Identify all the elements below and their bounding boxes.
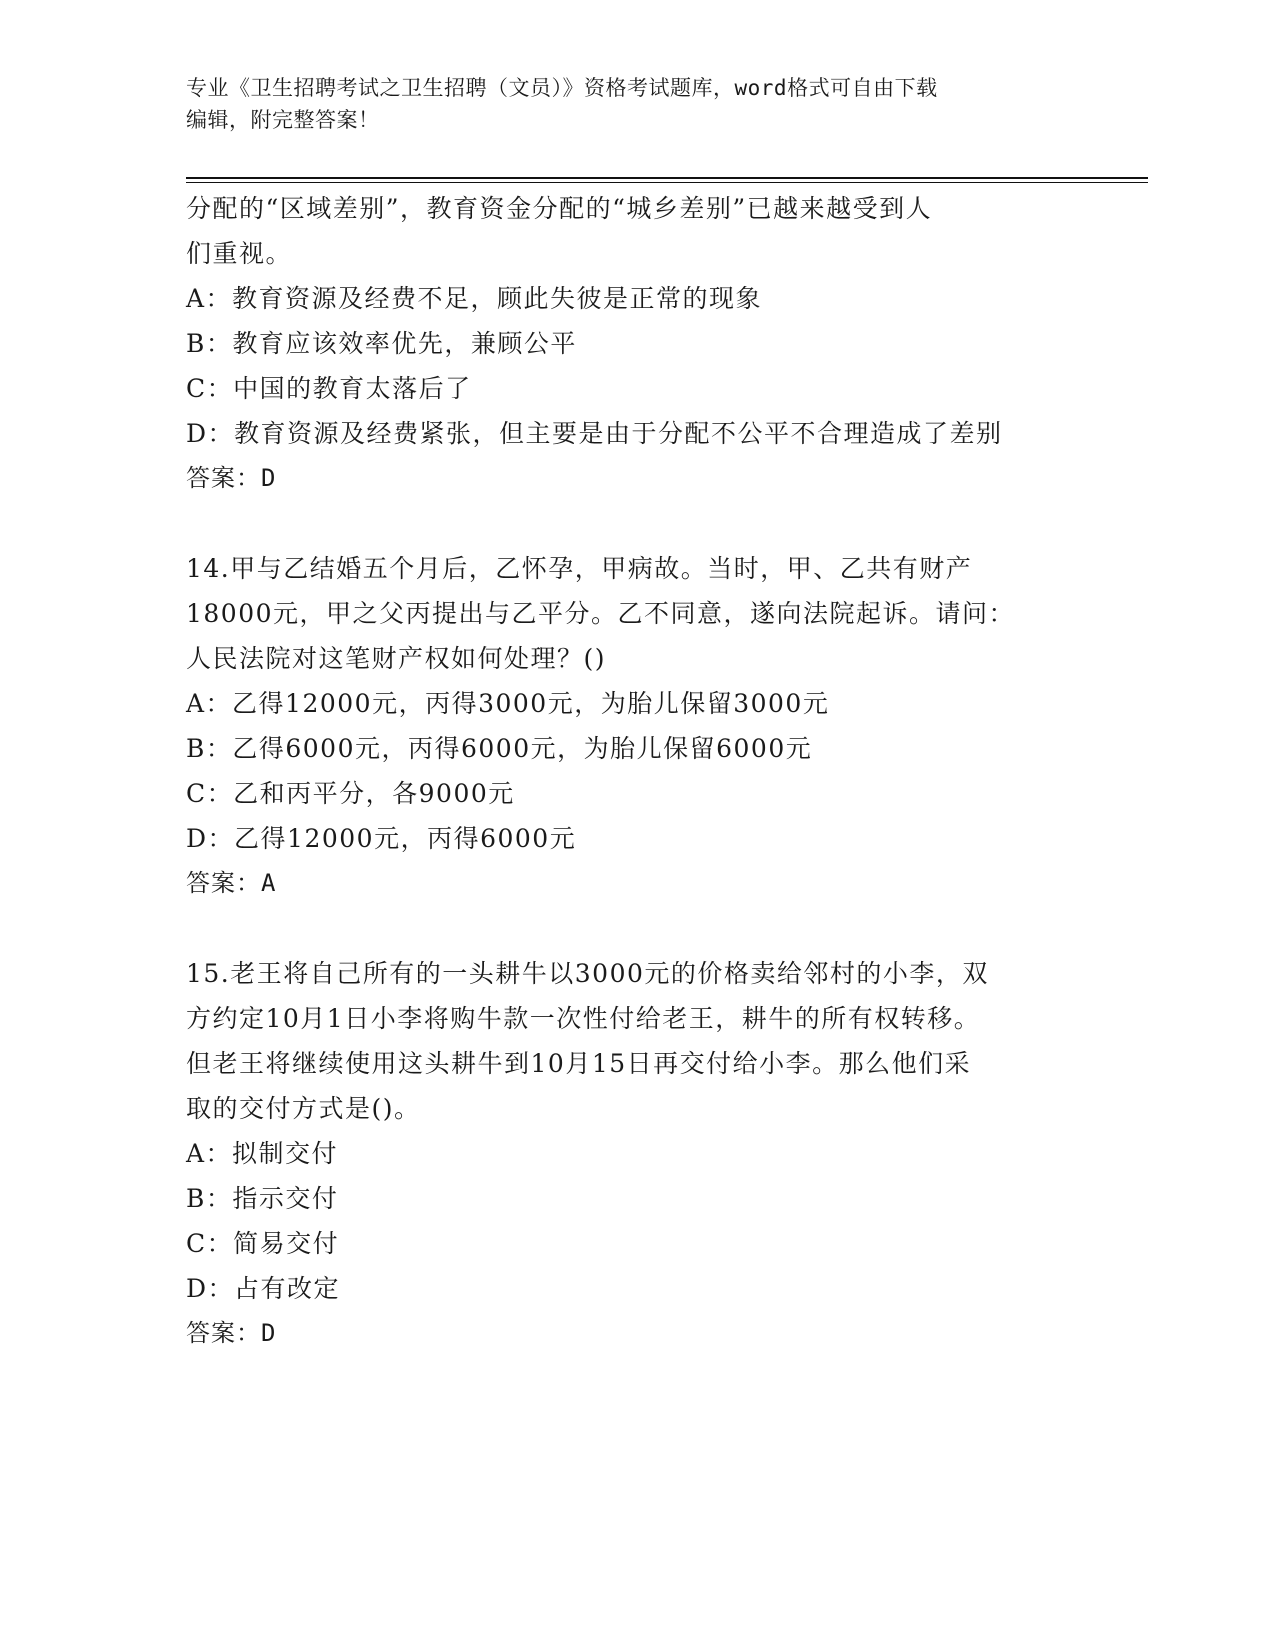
header-divider-thick [186, 177, 1148, 179]
question-stem-line: 分配的“区域差别”，教育资金分配的“城乡差别”已越来越受到人 [186, 194, 933, 223]
option-d: D：占有改定 [186, 1274, 341, 1303]
question-stem-line: 14.甲与乙结婚五个月后，乙怀孕，甲病故。当时，甲、乙共有财产 [186, 554, 973, 583]
option-b: B：教育应该效率优先，兼顾公平 [186, 329, 577, 358]
option-c: C：中国的教育太落后了 [186, 374, 472, 403]
question-stem-line: 但老王将继续使用这头耕牛到10月15日再交付给小李。那么他们采 [186, 1049, 972, 1078]
option-c: C：简易交付 [186, 1229, 340, 1258]
option-a: A：拟制交付 [186, 1139, 339, 1168]
option-b: B：乙得6000元，丙得6000元，为胎儿保留6000元 [186, 734, 813, 763]
header-line-2: 编辑，附完整答案！ [186, 108, 380, 132]
option-b: B：指示交付 [186, 1184, 339, 1213]
option-c: C：乙和丙平分，各9000元 [186, 779, 515, 808]
answer-line: 答案：A [186, 869, 277, 897]
question-spacer [186, 501, 1086, 546]
header-divider-thin [186, 182, 1148, 183]
option-a: A：教育资源及经费不足，顾此失彼是正常的现象 [186, 284, 763, 313]
question-stem-line: 们重视。 [186, 239, 293, 268]
option-d: D：教育资源及经费紧张，但主要是由于分配不公平不合理造成了差别 [186, 419, 1003, 448]
question-spacer [186, 906, 1086, 951]
question-list [186, 186, 1086, 1356]
question-stem-line: 方约定10月1日小李将购牛款一次性付给老王，耕牛的所有权转移。 [186, 1004, 981, 1033]
question-stem-line: 取的交付方式是()。 [186, 1094, 421, 1123]
question-stem-line: 人民法院对这笔财产权如何处理？() [186, 644, 607, 673]
answer-line: 答案：D [186, 1319, 277, 1347]
answer-line: 答案：D [186, 464, 277, 492]
question-15 [186, 951, 1086, 1356]
option-d: D：乙得12000元，丙得6000元 [186, 824, 577, 853]
document-header [186, 72, 1086, 136]
question-13 [186, 186, 1086, 501]
question-stem-line: 18000元，甲之父丙提出与乙平分。乙不同意，遂向法院起诉。请问： [186, 599, 1016, 628]
question-14 [186, 546, 1086, 906]
question-stem-line: 15.老王将自己所有的一头耕牛以3000元的价格卖给邻村的小李，双 [186, 959, 989, 988]
option-a: A：乙得12000元，丙得3000元，为胎儿保留3000元 [186, 689, 830, 718]
header-line-1: 专业《卫生招聘考试之卫生招聘（文员）》资格考试题库，word格式可自由下载 [186, 76, 938, 100]
